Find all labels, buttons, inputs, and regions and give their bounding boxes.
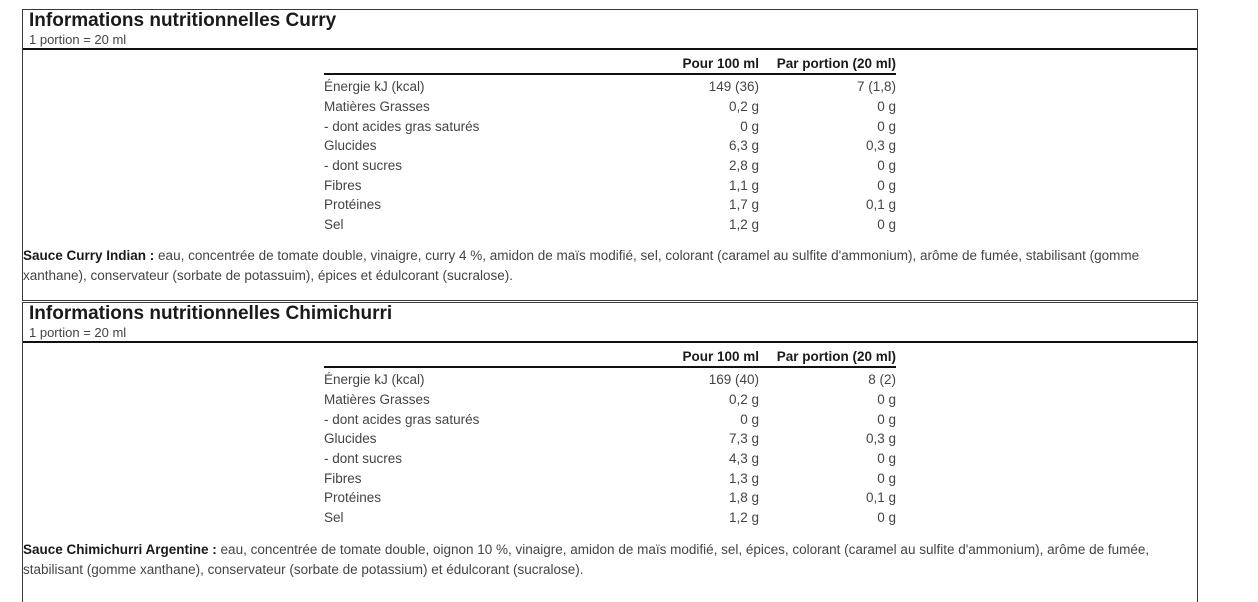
value-per-portion: 0,1 g xyxy=(865,197,896,213)
nutrient-label: - dont sucres xyxy=(324,158,403,174)
value-per-portion: 8 (2) xyxy=(868,372,896,388)
portion-size: 1 portion = 20 ml xyxy=(29,32,127,47)
nutrition-table xyxy=(324,346,896,528)
nutrient-label: Matières Grasses xyxy=(324,99,430,115)
table-row xyxy=(324,195,896,215)
value-per-100: 4,3 g xyxy=(728,451,759,467)
table-row xyxy=(324,429,896,449)
table-header-row xyxy=(324,346,896,367)
value-per-portion: 0,3 g xyxy=(865,431,896,447)
portion-size: 1 portion = 20 ml xyxy=(29,325,127,340)
value-per-100: 1,1 g xyxy=(728,177,759,193)
value-per-100: 1,7 g xyxy=(728,197,759,213)
header-per-100: Pour 100 ml xyxy=(664,53,759,74)
table-row xyxy=(324,215,896,235)
table-row xyxy=(324,390,896,410)
nutrient-label: Matières Grasses xyxy=(324,392,430,408)
nutrient-label: - dont sucres xyxy=(324,451,403,467)
table-row xyxy=(324,74,896,97)
ingredients-text xyxy=(23,246,1193,286)
table-row xyxy=(324,508,896,528)
panel-header xyxy=(23,10,1197,50)
value-per-portion: 0 g xyxy=(877,451,896,467)
value-per-portion: 0 g xyxy=(877,217,896,233)
value-per-100: 2,8 g xyxy=(728,158,759,174)
header-per-portion: Par portion (20 ml) xyxy=(759,53,896,74)
value-per-portion: 0,3 g xyxy=(865,138,896,154)
table-row xyxy=(324,175,896,195)
nutrient-label: Glucides xyxy=(324,138,377,154)
nutrition-table xyxy=(324,53,896,235)
panel-header xyxy=(23,303,1197,343)
ingredients-list: eau, concentrée de tomate double, vinaigre, curry 4 %, amidon de maïs modifié, sel, colorant (caramel au sulfite d'ammonium), arôme de fumée, stabilisant (gomme xanthane), conservateur (sorbate de potassuim), épices et édulcorant (sucralose). xyxy=(23,248,1140,283)
header-per-portion: Par portion (20 ml) xyxy=(759,346,896,367)
ingredients-text xyxy=(23,540,1193,580)
value-per-portion: 0,1 g xyxy=(865,490,896,506)
nutrient-label: Glucides xyxy=(324,431,377,447)
value-per-portion: 0 g xyxy=(877,118,896,134)
ingredients-list: eau, concentrée de tomate double, oignon 10 %, vinaigre, amidon de maïs modifié, sel, épices, colorant (caramel au sulfite d'ammonium), arôme de fumée, stabilisant (gomme xanthane), conservateur (sorbate de potassium) et édulcorant (sucralose). xyxy=(23,542,1150,577)
ingredients-product-name: Sauce Chimichurri Argentine : xyxy=(23,542,217,557)
value-per-100: 0 g xyxy=(740,118,759,134)
value-per-portion: 0 g xyxy=(877,411,896,427)
panel-title: Informations nutritionnelles Curry xyxy=(29,10,337,31)
value-per-portion: 0 g xyxy=(877,99,896,115)
header-blank xyxy=(324,346,664,367)
nutrient-label: Fibres xyxy=(324,177,362,193)
nutrient-label: - dont acides gras saturés xyxy=(324,411,480,427)
table-row xyxy=(324,136,896,156)
table-row xyxy=(324,367,896,390)
nutrient-label: Sel xyxy=(324,217,344,233)
value-per-100: 1,8 g xyxy=(728,490,759,506)
nutrition-panel-curry xyxy=(22,9,1198,301)
ingredients-product-name: Sauce Curry Indian : xyxy=(23,248,155,263)
value-per-portion: 7 (1,8) xyxy=(856,79,896,95)
table-row xyxy=(324,409,896,429)
header-blank xyxy=(324,53,664,74)
table-row xyxy=(324,97,896,117)
value-per-100: 1,3 g xyxy=(728,470,759,486)
value-per-100: 0,2 g xyxy=(728,392,759,408)
table-row xyxy=(324,488,896,508)
value-per-portion: 0 g xyxy=(877,470,896,486)
value-per-100: 1,2 g xyxy=(728,217,759,233)
table-row xyxy=(324,116,896,136)
value-per-100: 7,3 g xyxy=(728,431,759,447)
nutrient-label: Sel xyxy=(324,510,344,526)
value-per-100: 0 g xyxy=(740,411,759,427)
nutrient-label: Protéines xyxy=(324,490,382,506)
value-per-100: 1,2 g xyxy=(728,510,759,526)
value-per-100: 149 (36) xyxy=(708,79,759,95)
value-per-portion: 0 g xyxy=(877,177,896,193)
nutrient-label: Protéines xyxy=(324,197,382,213)
panel-title: Informations nutritionnelles Chimichurri xyxy=(29,303,393,324)
value-per-100: 6,3 g xyxy=(728,138,759,154)
value-per-100: 169 (40) xyxy=(708,372,759,388)
table-row xyxy=(324,156,896,176)
nutrient-label: Énergie kJ (kcal) xyxy=(324,372,425,388)
header-per-100: Pour 100 ml xyxy=(664,346,759,367)
table-header-row xyxy=(324,53,896,74)
value-per-portion: 0 g xyxy=(877,392,896,408)
value-per-portion: 0 g xyxy=(877,510,896,526)
nutrient-label: Fibres xyxy=(324,470,362,486)
value-per-100: 0,2 g xyxy=(728,99,759,115)
value-per-portion: 0 g xyxy=(877,158,896,174)
nutrient-label: Énergie kJ (kcal) xyxy=(324,79,425,95)
nutrition-panel-chimichurri xyxy=(22,302,1198,602)
nutrient-label: - dont acides gras saturés xyxy=(324,118,480,134)
table-row xyxy=(324,468,896,488)
table-row xyxy=(324,449,896,469)
